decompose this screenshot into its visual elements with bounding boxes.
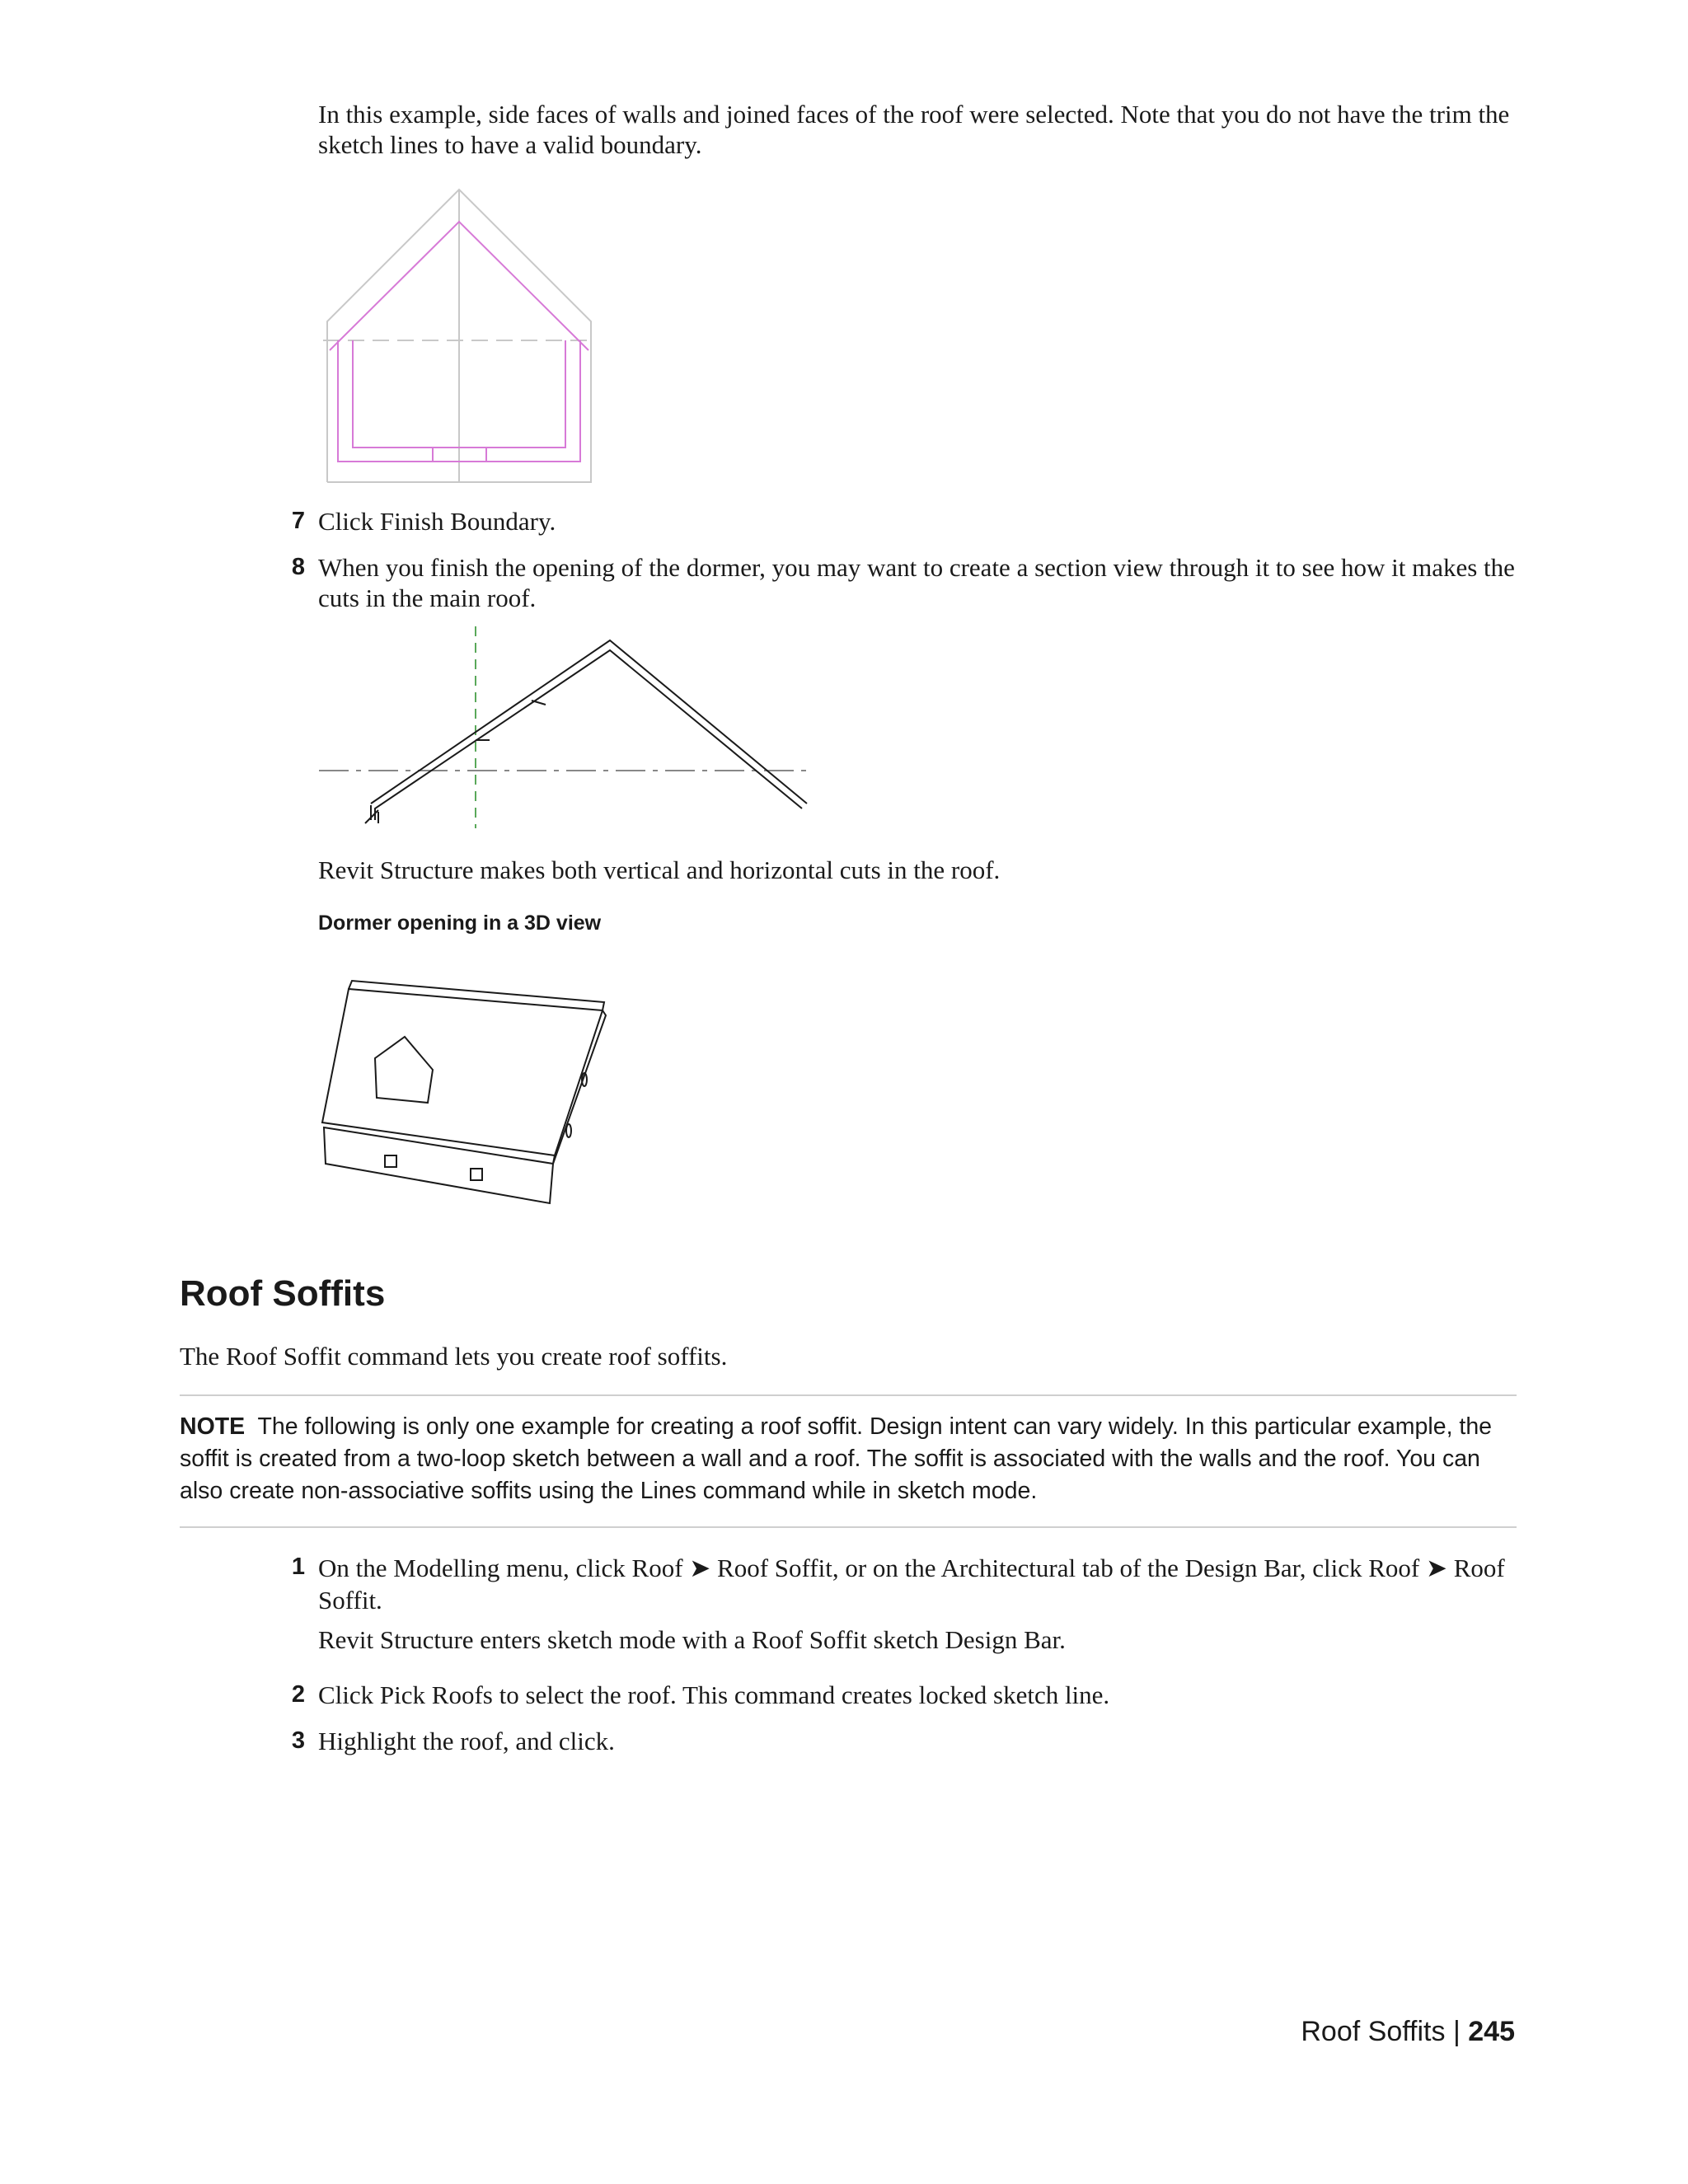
step-text: On the Modelling menu, click Roof ➤ Roof Soffit, or on the Architectural tab of the Design Bar, click Roof ➤ Roof Soffit.	[318, 1554, 1505, 1615]
section-heading: Roof Soffits	[180, 1273, 386, 1314]
dormer-3d-figure	[317, 964, 614, 1212]
intro-paragraph: In this example, side faces of walls and joined faces of the roof were selected. Note that you do not have the trim the sketch lines to have a valid boundary.	[318, 100, 1510, 159]
section-intro: The Roof Soffit command lets you create roof soffits.	[180, 1342, 728, 1371]
step-text: When you finish the opening of the dormer, you may want to create a section view through it to see how it makes the cuts in the main roof.	[318, 553, 1515, 612]
note-text: The following is only one example for creating a roof soffit. Design intent can vary widely. In this particular example, the soffit is created from a two-loop sketch between a wall and a roof. The soffit is associated with the walls and the roof. You can also create non-associative soffits using the Lines command while in sketch mode.	[180, 1413, 1493, 1504]
step-number: 1	[291, 1554, 305, 1580]
step-text: Click Pick Roofs to select the roof. This command creates locked sketch line.	[318, 1680, 1110, 1709]
note-block	[180, 1411, 1519, 1507]
page-footer	[1301, 2016, 1515, 2048]
footer-separator: |	[1452, 2016, 1461, 2047]
step-subtext: Revit Structure enters sketch mode with a Roof Soffit sketch Design Bar.	[318, 1625, 1066, 1654]
note-label: NOTE	[180, 1413, 246, 1440]
footer-section-name: Roof Soffits	[1301, 2016, 1446, 2047]
step-number: 3	[291, 1727, 305, 1754]
sketch-boundary-figure	[321, 185, 602, 486]
step-number: 2	[291, 1681, 305, 1708]
step-number: 7	[291, 508, 305, 534]
note-bottom-rule	[180, 1526, 1517, 1528]
cuts-paragraph: Revit Structure makes both vertical and horizontal cuts in the roof.	[318, 855, 1001, 884]
page-number: 245	[1468, 2016, 1515, 2047]
step-text: Click Finish Boundary.	[318, 507, 556, 536]
note-top-rule	[180, 1394, 1517, 1396]
step-text: Highlight the roof, and click.	[318, 1727, 615, 1755]
section-view-figure	[317, 622, 812, 838]
figure-caption: Dormer opening in a 3D view	[318, 912, 602, 935]
step-number: 8	[291, 554, 305, 580]
